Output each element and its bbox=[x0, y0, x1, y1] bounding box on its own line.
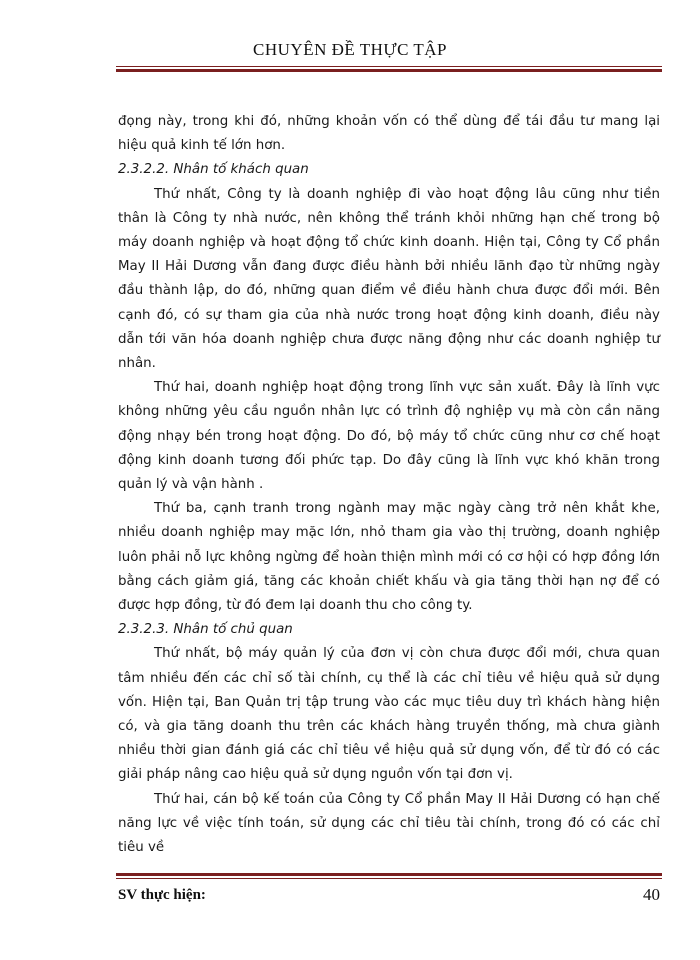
body-text bbox=[118, 110, 660, 860]
paragraph: Thứ hai, cán bộ kế toán của Công ty Cổ phần May II Hải Dương có hạn chế năng lực về việc tính toán, sử dụng các chỉ tiêu tài chính, trong đó có các chỉ tiêu về bbox=[118, 791, 660, 856]
header-rule bbox=[116, 69, 662, 72]
section-heading: 2.3.2.2. Nhân tố khách quan bbox=[118, 162, 309, 178]
paragraph: Thứ ba, cạnh tranh trong ngành may mặc ngày càng trở nên khắt khe, nhiều doanh nghiệp may mặc lớn, nhỏ tham gia vào thị trường, doanh nghiệp luôn phải nỗ lực không ngừng để hoàn thiện mình mới có cơ hội có hợp đồng lớn bằng cách giảm giá, tăng các khoản chiết khấu và gia tăng thời hạn nợ để có được hợp đồng, từ đó đem lại doanh thu cho công ty. bbox=[118, 501, 660, 614]
header-title: CHUYÊN ĐỀ THỰC TẬP bbox=[253, 40, 447, 59]
footer-student-label: SV thực hiện: bbox=[118, 887, 206, 903]
paragraph: Thứ hai, doanh nghiệp hoạt động trong lĩnh vực sản xuất. Đây là lĩnh vực không những yêu cầu nguồn nhân lực có trình độ nghiệp vụ mà còn cần năng động nhạy bén trong hoạt động. Do đó, bộ máy tổ chức cũng như cơ chế hoạt động kinh doanh tương đối phức tạp. Do đây cũng là lĩnh vực khó khăn trong quản lý và vận hành . bbox=[118, 380, 660, 493]
page-number: 40 bbox=[643, 885, 660, 904]
footer-rule bbox=[116, 873, 662, 876]
paragraph: Thứ nhất, bộ máy quản lý của đơn vị còn chưa được đổi mới, chưa quan tâm nhiều đến các chỉ số tài chính, cụ thể là các chỉ tiêu về hiệu quả sử dụng vốn. Hiện tại, Ban Quản trị tập trung vào các mục tiêu duy trì khách hàng hiện có, và gia tăng doanh thu trên các khách hàng truyền thống, mà chưa giành nhiều thời gian đánh giá các chỉ tiêu về hiệu quả sử dụng vốn, để từ đó có các giải pháp nâng cao hiệu quả sử dụng nguồn vốn tại đơn vị. bbox=[118, 646, 660, 783]
header-rule bbox=[116, 66, 662, 67]
footer-rule bbox=[116, 878, 662, 879]
paragraph: đọng này, trong khi đó, những khoản vốn có thể dùng để tái đầu tư mang lại hiệu quả kinh tế lớn hơn. bbox=[118, 114, 660, 154]
section-heading: 2.3.2.3. Nhân tố chủ quan bbox=[118, 622, 293, 638]
paragraph: Thứ nhất, Công ty là doanh nghiệp đi vào hoạt động lâu cũng như tiền thân là Công ty nhà nước, nên không thể tránh khỏi những hạn chế trong bộ máy doanh nghiệp và hoạt động tổ chức kinh doanh. Hiện tại, Công ty Cổ phần May II Hải Dương vẫn đang được điều hành bởi nhiều lãnh đạo từ những ngày đầu thành lập, do đó, những quan điểm về điều hành chưa được đổi mới. Bên cạnh đó, có sự tham gia của nhà nước trong hoạt động kinh doanh, điều này dẫn tới văn hóa doanh nghiệp chưa được năng động như các doanh nghiệp tư nhân. bbox=[118, 186, 660, 372]
